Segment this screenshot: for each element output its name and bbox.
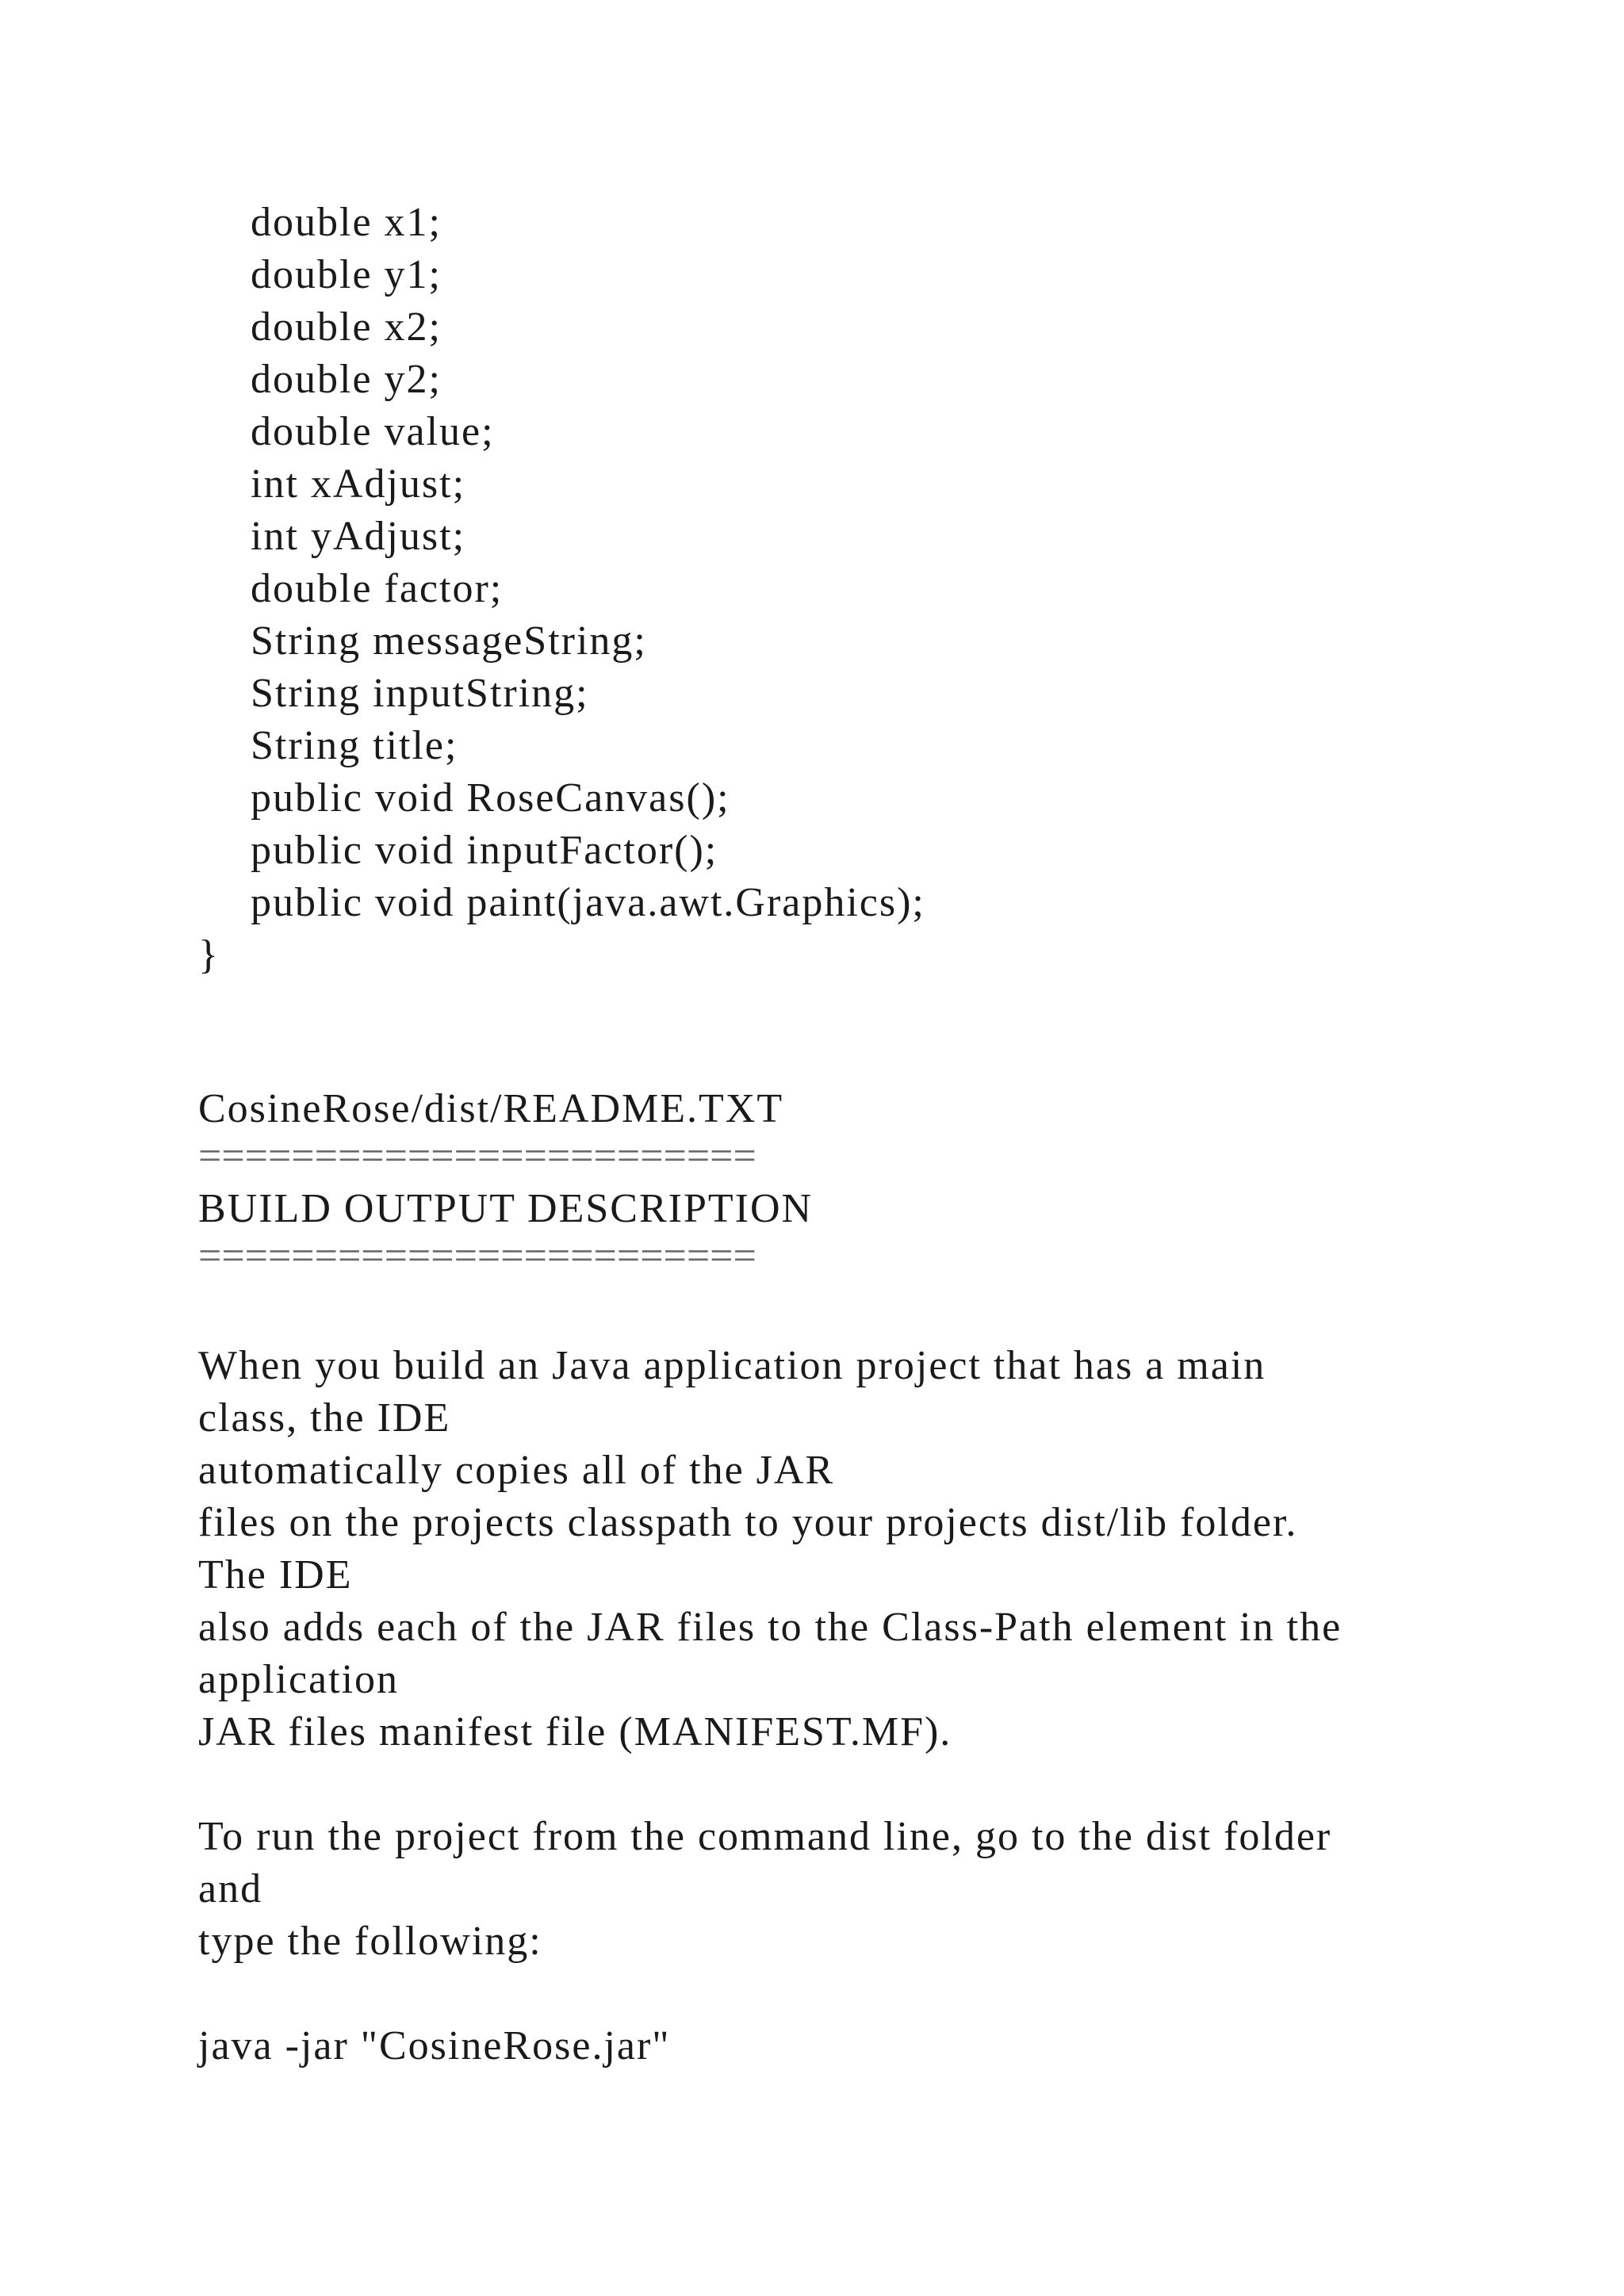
paragraph-line: application — [198, 1657, 400, 1702]
code-line: double x1; — [251, 200, 442, 245]
paragraph-line: class, the IDE — [198, 1395, 451, 1441]
code-line: int yAdjust; — [251, 514, 466, 559]
code-line: String messageString; — [251, 618, 647, 664]
code-line: double x2; — [251, 304, 442, 350]
paragraph-line: To run the project from the command line, go to the dist folder — [198, 1814, 1332, 1859]
closing-brace: } — [198, 932, 220, 978]
code-line: String inputString; — [251, 671, 589, 716]
code-line: public void inputFactor(); — [251, 828, 718, 873]
code-line: int xAdjust; — [251, 461, 466, 507]
code-line: public void paint(java.awt.Graphics); — [251, 880, 925, 925]
code-line: double factor; — [251, 566, 504, 611]
paragraph-line: files on the projects classpath to your projects dist/lib folder. — [198, 1500, 1298, 1545]
paragraph-line: and — [198, 1866, 263, 1911]
paragraph-line: The IDE — [198, 1552, 353, 1598]
section-heading: BUILD OUTPUT DESCRIPTION — [198, 1186, 814, 1231]
paragraph-line: type the following: — [198, 1919, 542, 1964]
paragraph-line: also adds each of the JAR files to the Class-Path element in the — [198, 1605, 1342, 1650]
code-line: String title; — [251, 723, 458, 768]
code-line: double y2; — [251, 357, 442, 402]
file-path-heading: CosineRose/dist/README.TXT — [198, 1086, 784, 1131]
code-line: double y1; — [251, 252, 442, 297]
separator-rule-top: ======================== — [198, 1134, 756, 1179]
paragraph-line: JAR files manifest file (MANIFEST.MF). — [198, 1709, 952, 1755]
command-line: java -jar "CosineRose.jar" — [198, 2023, 671, 2068]
paragraph-line: When you build an Java application project that has a main — [198, 1343, 1266, 1388]
code-line: double value; — [251, 409, 495, 454]
paragraph-line: automatically copies all of the JAR — [198, 1448, 835, 1493]
separator-rule-bottom: ======================== — [198, 1234, 756, 1279]
code-line: public void RoseCanvas(); — [251, 775, 730, 821]
